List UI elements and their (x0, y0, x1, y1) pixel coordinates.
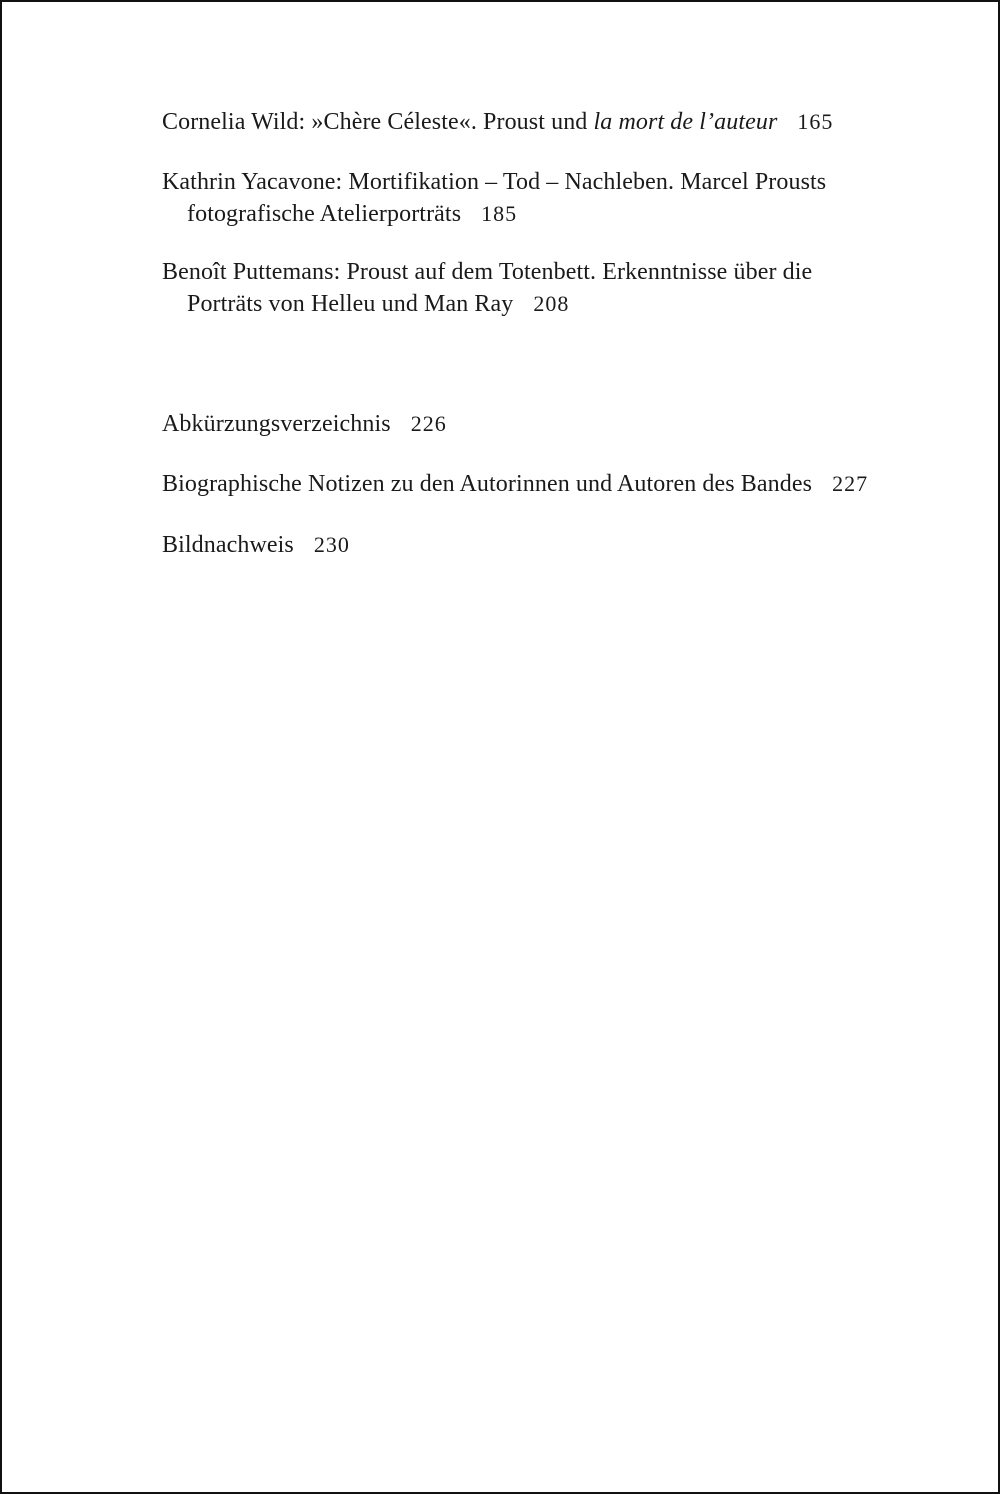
toc-entry-biographische-notizen (162, 468, 868, 500)
entry-title-italic: la mort de l’auteur (593, 109, 778, 135)
entry-title: Bildnachweis (162, 532, 294, 558)
entry-title-line2-wrap (162, 288, 812, 320)
entry-title: Cornelia Wild: »Chère Céleste«. Proust und (162, 109, 594, 135)
toc-entry-puttemans (162, 257, 812, 320)
page-number: 185 (481, 201, 518, 226)
page-number: 230 (313, 532, 350, 557)
toc-entry-abkuerzungen (162, 408, 447, 440)
entry-title-line2-wrap (162, 198, 826, 230)
entry-title-line1: Benoît Puttemans: Proust auf dem Totenbett. Erkenntnisse über die (162, 259, 813, 285)
page-number: 165 (797, 109, 834, 134)
toc-entry-yacavone (162, 167, 826, 230)
entry-title-line2: Porträts von Helleu und Man Ray (187, 291, 514, 317)
page-number: 226 (410, 411, 447, 436)
toc-entry-bildnachweis (162, 529, 350, 561)
page-number: 227 (832, 471, 869, 496)
page-number: 208 (533, 291, 570, 316)
entry-title: Biographische Notizen zu den Autorinnen und Autoren des Bandes (162, 471, 813, 497)
entry-title: Abkürzungsverzeichnis (162, 411, 391, 437)
entry-title-line2: fotografische Atelierporträts (187, 201, 462, 227)
toc-entry-wild (162, 106, 833, 138)
entry-title-line1: Kathrin Yacavone: Mortifikation – Tod – Nachleben. Marcel Prousts (162, 169, 827, 195)
